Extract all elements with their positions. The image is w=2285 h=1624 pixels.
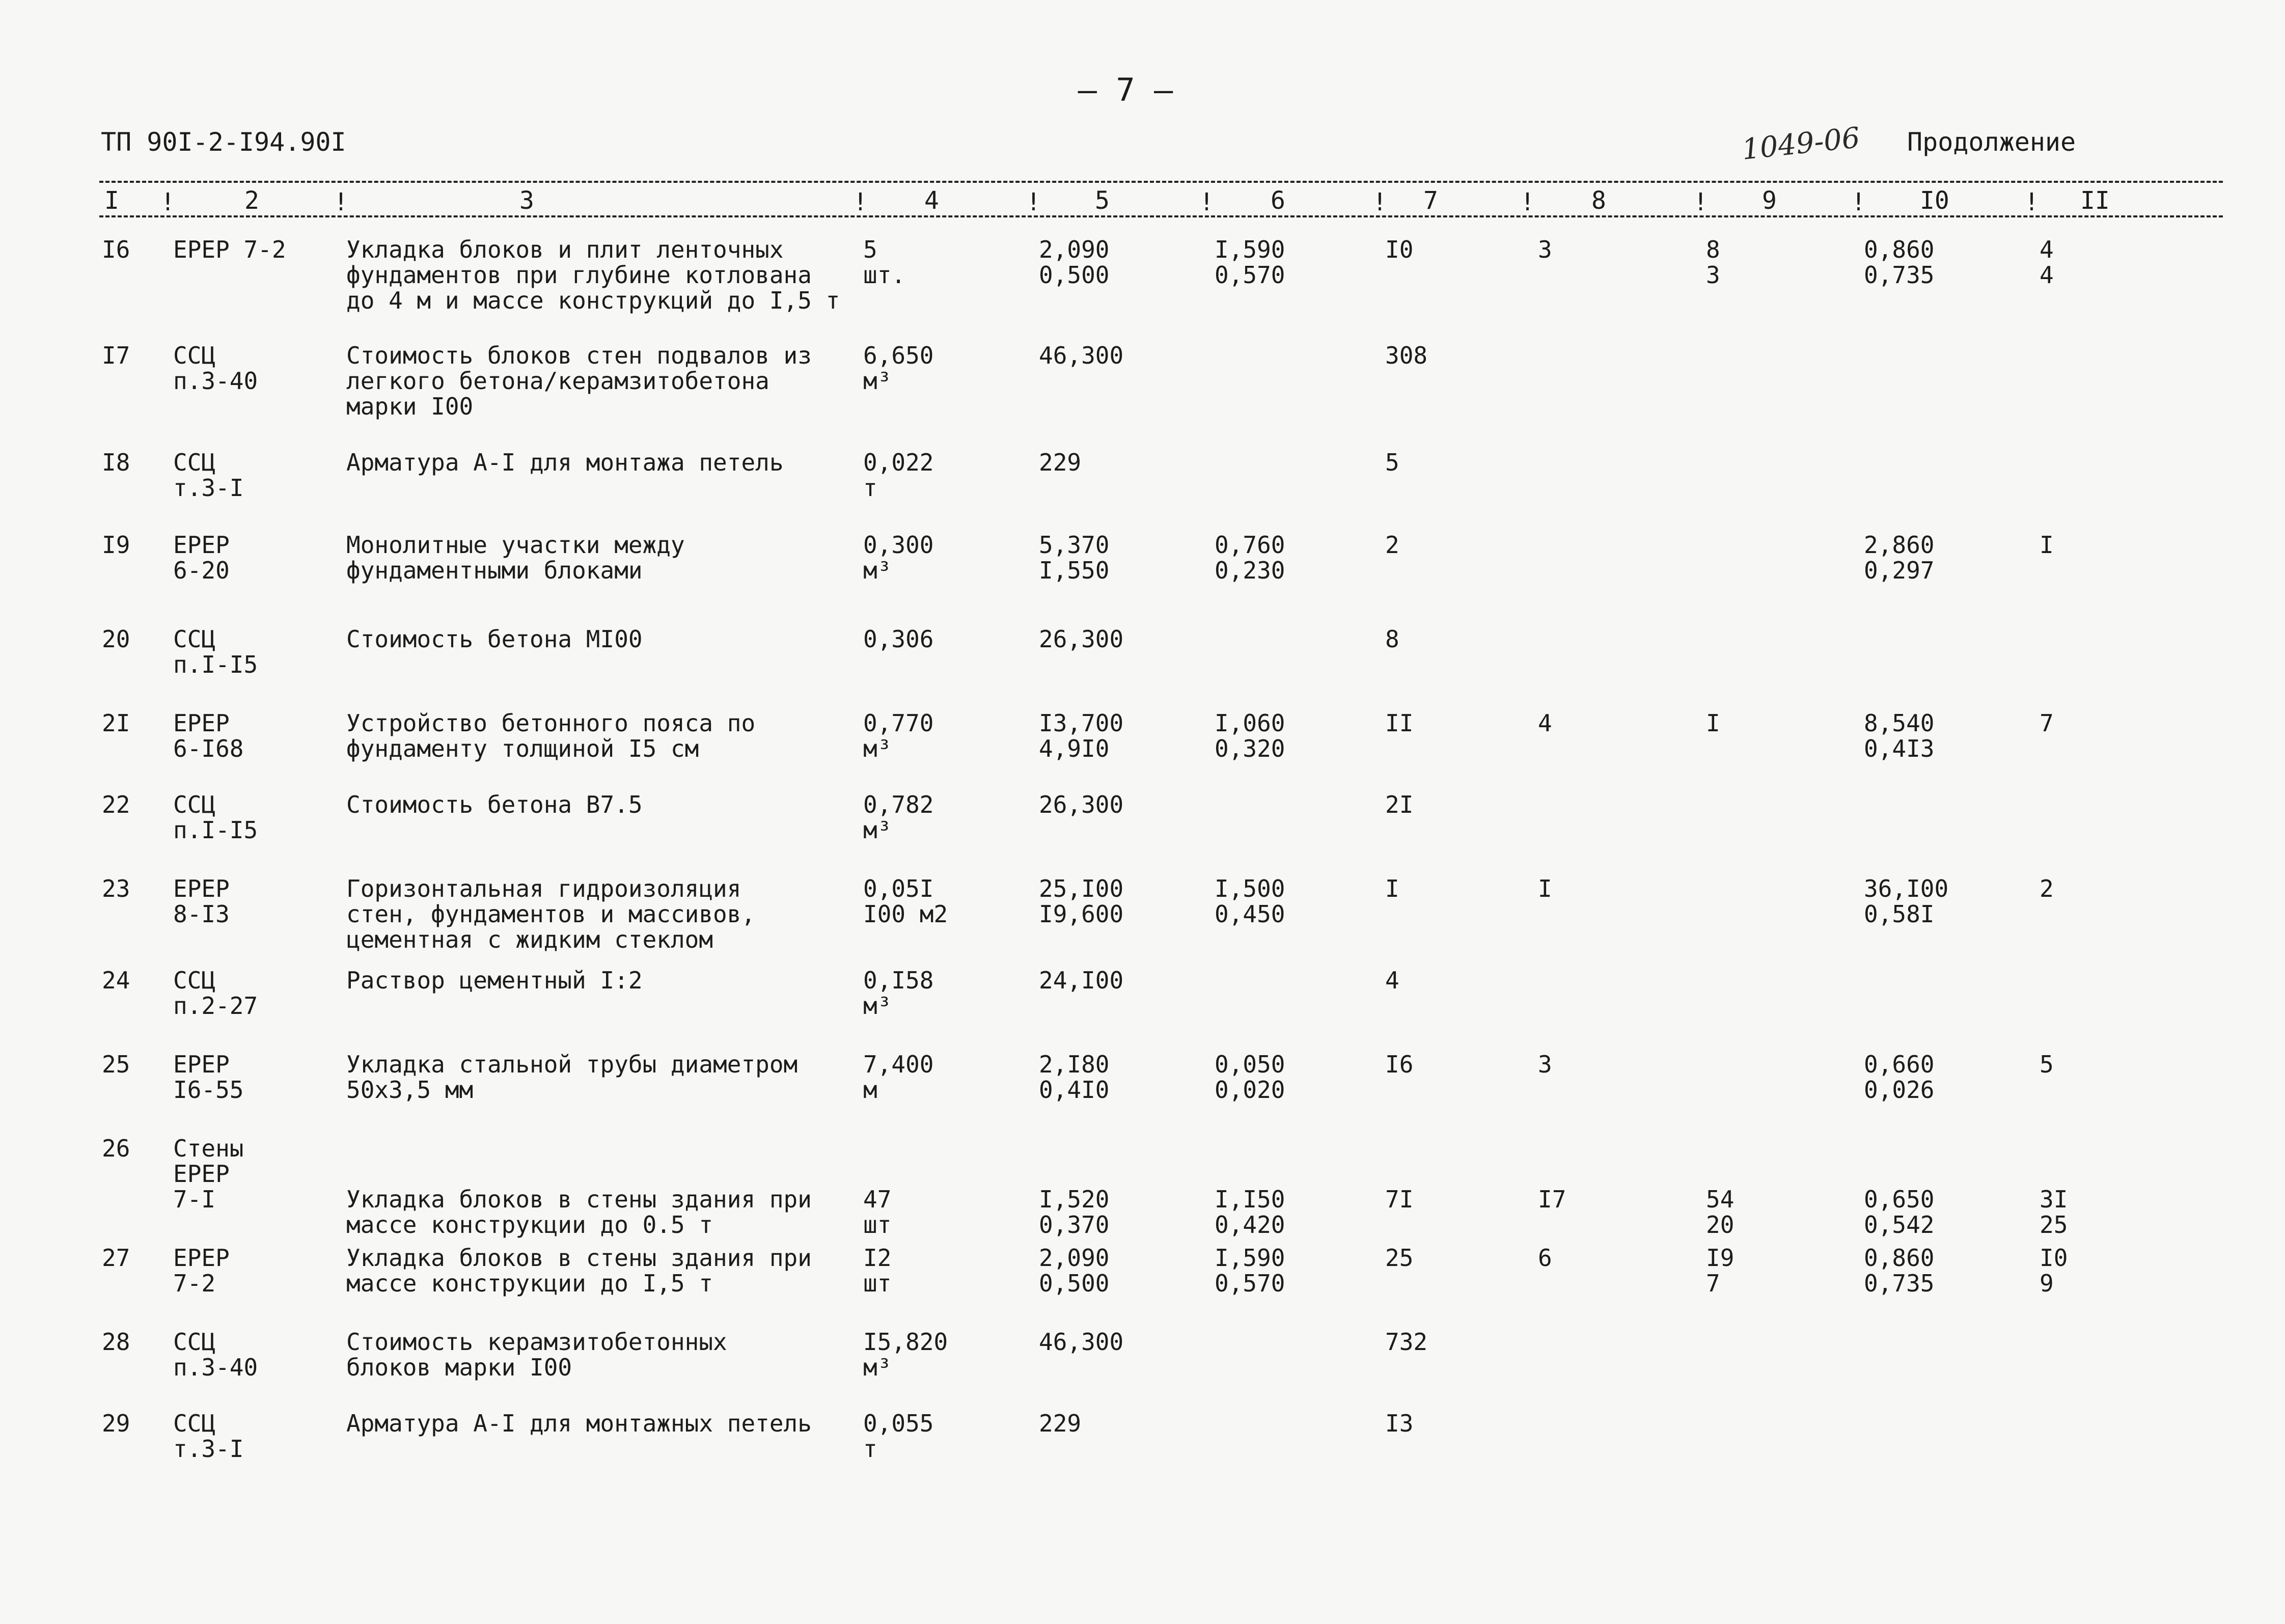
column-5-value: 46,300 — [1039, 342, 1124, 369]
norm-code: ЕРЕР 8-I3 — [173, 875, 230, 928]
row-number: 29 — [102, 1410, 130, 1437]
column-separator: ! — [334, 188, 348, 216]
column-7-value: I — [1385, 875, 1399, 902]
column-7-value: I6 — [1385, 1051, 1414, 1078]
norm-code: ССЦ т.3-I — [173, 1410, 244, 1463]
work-description: Арматура А-I для монтажа петель — [346, 449, 784, 476]
column-separator: ! — [1520, 188, 1535, 216]
column-separator: ! — [1372, 188, 1387, 216]
norm-code: ССЦ т.3-I — [173, 449, 244, 502]
quantity: 0,300 м³ — [863, 531, 934, 584]
column-6-value: I,060 0,320 — [1215, 709, 1285, 762]
column-separator: ! — [1693, 188, 1708, 216]
column-11-value: 2 — [2040, 875, 2054, 902]
column-5-value: 5,370 I,550 — [1039, 531, 1110, 584]
column-10-value: 2,860 0,297 — [1864, 531, 1935, 584]
quantity: I5,820 м³ — [863, 1328, 948, 1381]
row-number: I9 — [102, 531, 130, 559]
norm-code: ЕРЕР 6-I68 — [173, 709, 244, 762]
work-description: Стоимость бетона В7.5 — [346, 791, 643, 818]
column-6-value: 0,760 0,230 — [1215, 531, 1285, 584]
quantity: 47 шт — [863, 1186, 892, 1238]
column-5-value: 25,I00 I9,600 — [1039, 875, 1124, 928]
column-6-value: I,500 0,450 — [1215, 875, 1285, 928]
row-number: 24 — [102, 967, 130, 994]
row-number: 2I — [102, 709, 130, 737]
column-10-value: 0,650 0,542 — [1864, 1186, 1935, 1238]
column-separator: ! — [1026, 188, 1041, 216]
norm-code: ЕРЕР 6-20 — [173, 531, 230, 584]
column-header-9: 9 — [1762, 186, 1777, 215]
column-5-value: I,520 0,370 — [1039, 1186, 1110, 1238]
column-11-value: 5 — [2040, 1051, 2054, 1078]
work-description: Укладка блоков в стены здания при массе конструкции до I,5 т — [346, 1244, 812, 1297]
row-number: 20 — [102, 625, 130, 653]
column-5-value: I3,700 4,9I0 — [1039, 709, 1124, 762]
document-code: ТП 90I-2-I94.90I — [101, 127, 346, 157]
quantity: 0,770 м³ — [863, 709, 934, 762]
quantity: 0,05I I00 м2 — [863, 875, 948, 928]
column-6-value: 0,050 0,020 — [1215, 1051, 1285, 1104]
column-8-value: 3 — [1538, 1051, 1552, 1078]
column-6-value: I,590 0,570 — [1215, 236, 1285, 289]
column-header-4: 4 — [924, 186, 939, 215]
column-7-value: I3 — [1385, 1410, 1414, 1437]
column-separator: ! — [2024, 188, 2039, 216]
column-9-value: 8 3 — [1706, 236, 1720, 289]
norm-code: ЕРЕР 7-2 — [173, 236, 286, 263]
column-8-value: 3 — [1538, 236, 1552, 263]
column-8-value: I — [1538, 875, 1552, 902]
column-11-value: I0 9 — [2040, 1244, 2068, 1297]
row-number: 22 — [102, 791, 130, 818]
column-5-value: 2,090 0,500 — [1039, 1244, 1110, 1297]
column-7-value: 2I — [1385, 791, 1414, 818]
norm-code: ССЦ п.2-27 — [173, 967, 258, 1020]
column-7-value: 8 — [1385, 625, 1399, 653]
column-7-value: 2 — [1385, 531, 1399, 559]
norm-code: ССЦ п.I-I5 — [173, 625, 258, 678]
column-9-value: I9 7 — [1706, 1244, 1735, 1297]
column-header-10: I0 — [1920, 186, 1949, 215]
column-10-value: 0,860 0,735 — [1864, 236, 1935, 289]
quantity: 6,650 м³ — [863, 342, 934, 395]
work-description: Устройство бетонного пояса по фундаменту толщиной I5 см — [346, 709, 756, 762]
quantity: 0,I58 м³ — [863, 967, 934, 1020]
table-header-row — [99, 181, 2223, 217]
continuation-label: Продолжение — [1907, 127, 2076, 157]
row-number: I8 — [102, 449, 130, 476]
column-5-value: 229 — [1039, 1410, 1082, 1437]
column-9-value: I — [1706, 709, 1720, 737]
work-description: Арматура А-I для монтажных петель — [346, 1410, 812, 1437]
work-description: Стоимость блоков стен подвалов из легкого бетона/керамзитобетона марки I00 — [346, 342, 812, 420]
column-6-value: I,590 0,570 — [1215, 1244, 1285, 1297]
column-5-value: 26,300 — [1039, 625, 1124, 653]
column-7-value: 308 — [1385, 342, 1428, 369]
work-description: Монолитные участки между фундаментными блоками — [346, 531, 685, 584]
column-11-value: 7 — [2040, 709, 2054, 737]
work-description: Горизонтальная гидроизоляция стен, фундаментов и массивов, цементная с жидким стеклом — [346, 875, 756, 953]
column-10-value: 8,540 0,4I3 — [1864, 709, 1935, 762]
quantity: 0,782 м³ — [863, 791, 934, 844]
page-number: — 7 — — [1078, 71, 1173, 108]
norm-code: ЕРЕР I6-55 — [173, 1051, 244, 1104]
column-7-value: 4 — [1385, 967, 1399, 994]
row-number: 27 — [102, 1244, 130, 1272]
row-number: 28 — [102, 1328, 130, 1356]
column-8-value: 6 — [1538, 1244, 1552, 1272]
column-5-value: 2,090 0,500 — [1039, 236, 1110, 289]
column-9-value: 54 20 — [1706, 1186, 1735, 1238]
row-number: I6 — [102, 236, 130, 263]
estimate-table — [99, 181, 2223, 1556]
quantity: 0,055 т — [863, 1410, 934, 1463]
column-7-value: I0 — [1385, 236, 1414, 263]
column-separator: ! — [160, 188, 175, 216]
norm-code: ССЦ п.3-40 — [173, 342, 258, 395]
column-8-value: 4 — [1538, 709, 1552, 737]
quantity: 0,022 т — [863, 449, 934, 502]
work-description: Укладка стальной трубы диаметром 50х3,5 мм — [346, 1051, 798, 1104]
column-7-value: 7I — [1385, 1186, 1414, 1213]
column-separator: ! — [853, 188, 868, 216]
column-7-value: 5 — [1385, 449, 1399, 476]
work-description: Укладка блоков и плит ленточных фундаментов при глубине котлована до 4 м и массе конструкций до I,5 т — [346, 236, 840, 314]
work-description: Стоимость керамзитобетонных блоков марки I00 — [346, 1328, 727, 1381]
handwritten-code: 1049-06 — [1740, 121, 1862, 167]
column-7-value: 25 — [1385, 1244, 1414, 1272]
work-description: Стоимость бетона МI00 — [346, 625, 643, 653]
column-7-value: II — [1385, 709, 1414, 737]
column-header-8: 8 — [1591, 186, 1606, 215]
column-5-value: 26,300 — [1039, 791, 1124, 818]
quantity: 0,306 — [863, 625, 934, 653]
column-5-value: 46,300 — [1039, 1328, 1124, 1356]
column-11-value: 4 4 — [2040, 236, 2054, 289]
quantity: 5 шт. — [863, 236, 906, 289]
work-description: Укладка блоков в стены здания при массе конструкции до 0.5 т — [346, 1186, 812, 1238]
quantity: I2 шт — [863, 1244, 892, 1297]
norm-code: ССЦ п.3-40 — [173, 1328, 258, 1381]
quantity: 7,400 м — [863, 1051, 934, 1104]
work-description: Раствор цементный I:2 — [346, 967, 643, 994]
row-number: 25 — [102, 1051, 130, 1078]
column-11-value: 3I 25 — [2040, 1186, 2068, 1238]
column-10-value: 0,660 0,026 — [1864, 1051, 1935, 1104]
column-separator: ! — [1199, 188, 1214, 216]
column-7-value: 732 — [1385, 1328, 1428, 1356]
row-number: I7 — [102, 342, 130, 369]
column-5-value: 24,I00 — [1039, 967, 1124, 994]
column-header-6: 6 — [1271, 186, 1285, 215]
column-header-1: I — [104, 186, 119, 215]
column-header-7: 7 — [1423, 186, 1438, 215]
column-8-value: I7 — [1538, 1186, 1566, 1213]
norm-code: Стены ЕРЕР 7-I — [173, 1135, 244, 1213]
column-6-value: I,I50 0,420 — [1215, 1186, 1285, 1238]
column-11-value: I — [2040, 531, 2054, 559]
column-header-5: 5 — [1095, 186, 1110, 215]
column-header-3: 3 — [519, 186, 534, 215]
column-10-value: 0,860 0,735 — [1864, 1244, 1935, 1297]
norm-code: ССЦ п.I-I5 — [173, 791, 258, 844]
column-5-value: 229 — [1039, 449, 1082, 476]
column-header-2: 2 — [244, 186, 259, 215]
column-separator: ! — [1851, 188, 1866, 216]
row-number: 23 — [102, 875, 130, 902]
column-10-value: 36,I00 0,58I — [1864, 875, 1949, 928]
column-header-11: II — [2080, 186, 2110, 215]
row-number: 26 — [102, 1135, 130, 1162]
column-5-value: 2,I80 0,4I0 — [1039, 1051, 1110, 1104]
norm-code: ЕРЕР 7-2 — [173, 1244, 230, 1297]
